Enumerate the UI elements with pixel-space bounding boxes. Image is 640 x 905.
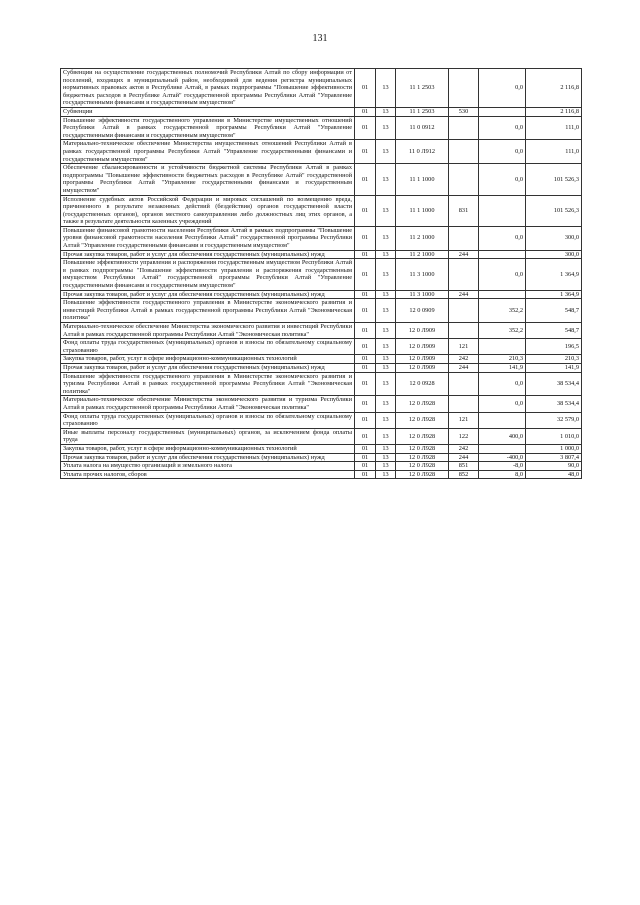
- table-row: [61, 116, 582, 140]
- expense-name-cell: Субвенции на осуществление государственных полномочий Республики Алтай по сбору информации от поселений, входящих в муниципальный район, необходимой для ведения регистра муниципальных нормативных правовых актов в Республике Алтай, в рамках подпрограммы "Повышение эффективности бюджетных расходов в Республике Алтай" государственной программы Республики Алтай "Управление государственными финансами и государственным имуществом": [61, 69, 355, 108]
- subsection-code-cell: 13: [376, 396, 396, 412]
- subsection-code-cell: 13: [376, 195, 396, 226]
- amount-total-cell: 196,5: [526, 339, 582, 355]
- expense-type-cell: [449, 226, 479, 250]
- expense-type-cell: 530: [449, 107, 479, 116]
- section-code-cell: 01: [355, 323, 376, 339]
- expense-type-cell: 122: [449, 428, 479, 444]
- expense-type-cell: [449, 69, 479, 108]
- subsection-code-cell: 13: [376, 444, 396, 453]
- expense-name-cell: Материально-техническое обеспечение Министерства экономического развития и туризма Республики Алтай в рамках государственной программы Республики Алтай "Экономическая политика": [61, 396, 355, 412]
- amount-total-cell: 111,0: [526, 140, 582, 164]
- section-code-cell: 01: [355, 226, 376, 250]
- expense-name-cell: Уплата прочих налогов, сборов: [61, 470, 355, 479]
- target-item-cell: 12 0 Л909: [396, 339, 449, 355]
- amount-change-cell: 352,2: [479, 299, 526, 323]
- target-item-cell: 12 0 0928: [396, 372, 449, 396]
- section-code-cell: 01: [355, 444, 376, 453]
- subsection-code-cell: 13: [376, 428, 396, 444]
- expense-name-cell: Фонд оплаты труда государственных (муниципальных) органов и взносы по обязательному социальному страхованию: [61, 412, 355, 428]
- amount-total-cell: 90,0: [526, 462, 582, 471]
- expense-name-cell: Субвенции: [61, 107, 355, 116]
- target-item-cell: 11 1 1000: [396, 195, 449, 226]
- target-item-cell: 12 0 Л928: [396, 412, 449, 428]
- table-row: [61, 107, 582, 116]
- target-item-cell: 12 0 Л928: [396, 470, 449, 479]
- amount-change-cell: [479, 444, 526, 453]
- expense-type-cell: 242: [449, 355, 479, 364]
- amount-change-cell: 0,0: [479, 226, 526, 250]
- amount-total-cell: 141,9: [526, 363, 582, 372]
- target-item-cell: 12 0 Л928: [396, 396, 449, 412]
- section-code-cell: 01: [355, 462, 376, 471]
- amount-change-cell: 400,0: [479, 428, 526, 444]
- table-row: [61, 299, 582, 323]
- section-code-cell: 01: [355, 116, 376, 140]
- amount-change-cell: 0,0: [479, 140, 526, 164]
- target-item-cell: 11 0 0912: [396, 116, 449, 140]
- amount-total-cell: 548,7: [526, 299, 582, 323]
- expense-name-cell: Прочая закупка товаров, работ и услуг для обеспечения государственных (муниципальных) нужд: [61, 250, 355, 259]
- subsection-code-cell: 13: [376, 363, 396, 372]
- expense-type-cell: [449, 396, 479, 412]
- subsection-code-cell: 13: [376, 116, 396, 140]
- target-item-cell: 11 2 1000: [396, 226, 449, 250]
- amount-change-cell: 352,2: [479, 323, 526, 339]
- amount-total-cell: 32 579,0: [526, 412, 582, 428]
- table-row: [61, 412, 582, 428]
- section-code-cell: 01: [355, 290, 376, 299]
- amount-change-cell: 210,3: [479, 355, 526, 364]
- amount-total-cell: 1 010,0: [526, 428, 582, 444]
- expense-type-cell: [449, 140, 479, 164]
- subsection-code-cell: 13: [376, 372, 396, 396]
- target-item-cell: 12 0 Л928: [396, 462, 449, 471]
- amount-change-cell: [479, 339, 526, 355]
- section-code-cell: 01: [355, 428, 376, 444]
- target-item-cell: 11 1 1000: [396, 164, 449, 195]
- table-row: [61, 372, 582, 396]
- section-code-cell: 01: [355, 195, 376, 226]
- subsection-code-cell: 13: [376, 140, 396, 164]
- section-code-cell: 01: [355, 164, 376, 195]
- target-item-cell: 12 0 Л928: [396, 453, 449, 462]
- table-row: [61, 69, 582, 108]
- amount-change-cell: [479, 107, 526, 116]
- table-row: [61, 259, 582, 290]
- target-item-cell: 11 3 1000: [396, 290, 449, 299]
- amount-total-cell: 210,3: [526, 355, 582, 364]
- expense-name-cell: Прочая закупка товаров, работ и услуг для обеспечения государственных (муниципальных) нужд: [61, 363, 355, 372]
- section-code-cell: 01: [355, 355, 376, 364]
- amount-change-cell: 0,0: [479, 259, 526, 290]
- subsection-code-cell: 13: [376, 164, 396, 195]
- budget-table-body: [61, 69, 582, 479]
- target-item-cell: 12 0 Л928: [396, 428, 449, 444]
- section-code-cell: 01: [355, 339, 376, 355]
- section-code-cell: 01: [355, 259, 376, 290]
- target-item-cell: 12 0 Л928: [396, 444, 449, 453]
- expense-name-cell: Повышение эффективности государственного управления в Министерстве имущественных отношений Республики Алтай в рамках государственной программы Республики Алтай "Управление государственными финансами и государственным имуществом": [61, 116, 355, 140]
- subsection-code-cell: 13: [376, 462, 396, 471]
- section-code-cell: 01: [355, 470, 376, 479]
- expense-name-cell: Материально-техническое обеспечение Министерства экономического развития и инвестиций Республики Алтай в рамках государственной программы Республики Алтай "Экономическая политика": [61, 323, 355, 339]
- table-row: [61, 323, 582, 339]
- amount-total-cell: 3 807,4: [526, 453, 582, 462]
- expense-type-cell: 851: [449, 462, 479, 471]
- target-item-cell: 12 0 0909: [396, 299, 449, 323]
- amount-change-cell: [479, 195, 526, 226]
- target-item-cell: 11 0 Л912: [396, 140, 449, 164]
- expense-name-cell: Повышение эффективности управления и распоряжения государственным имуществом Республики Алтай в рамках подпрограммы "Повышение эффективности управления и распоряжения государственным имуществом Республики Алтай" государственной программы Республики Алтай "Управление государственными финансами и государственным имуществом": [61, 259, 355, 290]
- subsection-code-cell: 13: [376, 69, 396, 108]
- target-item-cell: 11 1 2503: [396, 107, 449, 116]
- amount-change-cell: [479, 290, 526, 299]
- target-item-cell: 11 1 2503: [396, 69, 449, 108]
- amount-change-cell: 0,0: [479, 164, 526, 195]
- expense-type-cell: [449, 372, 479, 396]
- amount-total-cell: 48,0: [526, 470, 582, 479]
- section-code-cell: 01: [355, 69, 376, 108]
- page-number: 131: [312, 33, 328, 44]
- subsection-code-cell: 13: [376, 226, 396, 250]
- table-row: [61, 453, 582, 462]
- table-row: [61, 428, 582, 444]
- table-row: [61, 470, 582, 479]
- expense-type-cell: 852: [449, 470, 479, 479]
- amount-change-cell: -8,0: [479, 462, 526, 471]
- section-code-cell: 01: [355, 299, 376, 323]
- subsection-code-cell: 13: [376, 323, 396, 339]
- expense-name-cell: Повышение финансовой грамотности населения Республики Алтай в рамках подпрограммы "Повышение уровня финансовой грамотности населения Республики Алтай" государственной программы Республики Алтай "Управление государственными финансами и государственным имуществом": [61, 226, 355, 250]
- amount-change-cell: 141,9: [479, 363, 526, 372]
- table-row: [61, 462, 582, 471]
- table-row: [61, 164, 582, 195]
- amount-total-cell: 300,0: [526, 250, 582, 259]
- subsection-code-cell: 13: [376, 290, 396, 299]
- amount-change-cell: [479, 250, 526, 259]
- amount-change-cell: 0,0: [479, 116, 526, 140]
- expense-type-cell: [449, 164, 479, 195]
- target-item-cell: 12 0 Л909: [396, 363, 449, 372]
- table-row: [61, 339, 582, 355]
- subsection-code-cell: 13: [376, 250, 396, 259]
- amount-total-cell: 300,0: [526, 226, 582, 250]
- table-row: [61, 250, 582, 259]
- subsection-code-cell: 13: [376, 107, 396, 116]
- section-code-cell: 01: [355, 250, 376, 259]
- table-row: [61, 396, 582, 412]
- expense-name-cell: Материально-техническое обеспечение Министерства имущественных отношений Республики Алтай в рамках государственной программы Республики Алтай "Управление государственными финансами и государственным имуществом": [61, 140, 355, 164]
- amount-total-cell: 1 364,9: [526, 259, 582, 290]
- amount-change-cell: 0,0: [479, 396, 526, 412]
- subsection-code-cell: 13: [376, 453, 396, 462]
- subsection-code-cell: 13: [376, 259, 396, 290]
- section-code-cell: 01: [355, 412, 376, 428]
- expense-type-cell: [449, 116, 479, 140]
- expense-name-cell: Исполнение судебных актов Российской Федерации и мировых соглашений по возмещению вреда, причиненного в результате незаконных действий (бездействия) органов государственной власти (государственных органов), органов местного самоуправления либо должностных лиц этих органов, а также в результате деятельности казенных учреждений: [61, 195, 355, 226]
- expense-name-cell: Повышение эффективности государственного управления в Министерстве экономического развития и инвестиций Республики Алтай в рамках государственной программы Республики Алтай "Экономическая политика": [61, 299, 355, 323]
- target-item-cell: 11 2 1000: [396, 250, 449, 259]
- subsection-code-cell: 13: [376, 339, 396, 355]
- expense-type-cell: 831: [449, 195, 479, 226]
- expense-name-cell: Иные выплаты персоналу государственных (муниципальных) органов, за исключением фонда оплаты труда: [61, 428, 355, 444]
- table-row: [61, 363, 582, 372]
- expense-name-cell: Уплата налога на имущество организаций и земельного налога: [61, 462, 355, 471]
- table-row: [61, 444, 582, 453]
- expense-type-cell: 244: [449, 290, 479, 299]
- amount-change-cell: 0,0: [479, 69, 526, 108]
- table-row: [61, 195, 582, 226]
- table-row: [61, 355, 582, 364]
- amount-total-cell: 1 364,9: [526, 290, 582, 299]
- expense-name-cell: Прочая закупка товаров, работ и услуг для обеспечения государственных (муниципальных) нужд: [61, 290, 355, 299]
- budget-table: [60, 68, 582, 479]
- expense-name-cell: Фонд оплаты труда государственных (муниципальных) органов и взносы по обязательному социальному страхованию: [61, 339, 355, 355]
- expense-type-cell: 242: [449, 444, 479, 453]
- expense-name-cell: Закупка товаров, работ, услуг в сфере информационно-коммуникационных технологий: [61, 444, 355, 453]
- expense-type-cell: 244: [449, 250, 479, 259]
- expense-type-cell: 121: [449, 412, 479, 428]
- subsection-code-cell: 13: [376, 412, 396, 428]
- amount-total-cell: 2 116,8: [526, 69, 582, 108]
- subsection-code-cell: 13: [376, 470, 396, 479]
- table-row: [61, 226, 582, 250]
- section-code-cell: 01: [355, 372, 376, 396]
- amount-total-cell: 101 526,3: [526, 164, 582, 195]
- expense-name-cell: Повышение эффективности государственного управления в Министерстве экономического развития и туризма Республики Алтай в рамках государственной программы Республики Алтай "Экономическая политика": [61, 372, 355, 396]
- amount-total-cell: 1 000,0: [526, 444, 582, 453]
- amount-change-cell: [479, 412, 526, 428]
- table-row: [61, 140, 582, 164]
- target-item-cell: 12 0 Л909: [396, 323, 449, 339]
- expense-type-cell: 244: [449, 363, 479, 372]
- expense-type-cell: [449, 323, 479, 339]
- expense-name-cell: Обеспечение сбалансированности и устойчивости бюджетной системы Республики Алтай в рамках подпрограммы "Повышение эффективности бюджетных расходов в Республике Алтай" государственной программы Республики Алтай "Управление государственными финансами и государственным имуществом": [61, 164, 355, 195]
- subsection-code-cell: 13: [376, 355, 396, 364]
- expense-name-cell: Прочая закупка товаров, работ и услуг для обеспечения государственных (муниципальных) нужд: [61, 453, 355, 462]
- amount-change-cell: -400,0: [479, 453, 526, 462]
- table-row: [61, 290, 582, 299]
- section-code-cell: 01: [355, 140, 376, 164]
- amount-change-cell: 8,0: [479, 470, 526, 479]
- section-code-cell: 01: [355, 107, 376, 116]
- expense-name-cell: Закупка товаров, работ, услуг в сфере информационно-коммуникационных технологий: [61, 355, 355, 364]
- expense-type-cell: [449, 299, 479, 323]
- amount-total-cell: 101 526,3: [526, 195, 582, 226]
- section-code-cell: 01: [355, 453, 376, 462]
- expense-type-cell: 244: [449, 453, 479, 462]
- section-code-cell: 01: [355, 363, 376, 372]
- subsection-code-cell: 13: [376, 299, 396, 323]
- amount-total-cell: 38 534,4: [526, 372, 582, 396]
- amount-total-cell: 38 534,4: [526, 396, 582, 412]
- amount-total-cell: 111,0: [526, 116, 582, 140]
- amount-total-cell: 2 116,8: [526, 107, 582, 116]
- amount-change-cell: 0,0: [479, 372, 526, 396]
- target-item-cell: 12 0 Л909: [396, 355, 449, 364]
- section-code-cell: 01: [355, 396, 376, 412]
- expense-type-cell: [449, 259, 479, 290]
- expense-type-cell: 121: [449, 339, 479, 355]
- target-item-cell: 11 3 1000: [396, 259, 449, 290]
- amount-total-cell: 548,7: [526, 323, 582, 339]
